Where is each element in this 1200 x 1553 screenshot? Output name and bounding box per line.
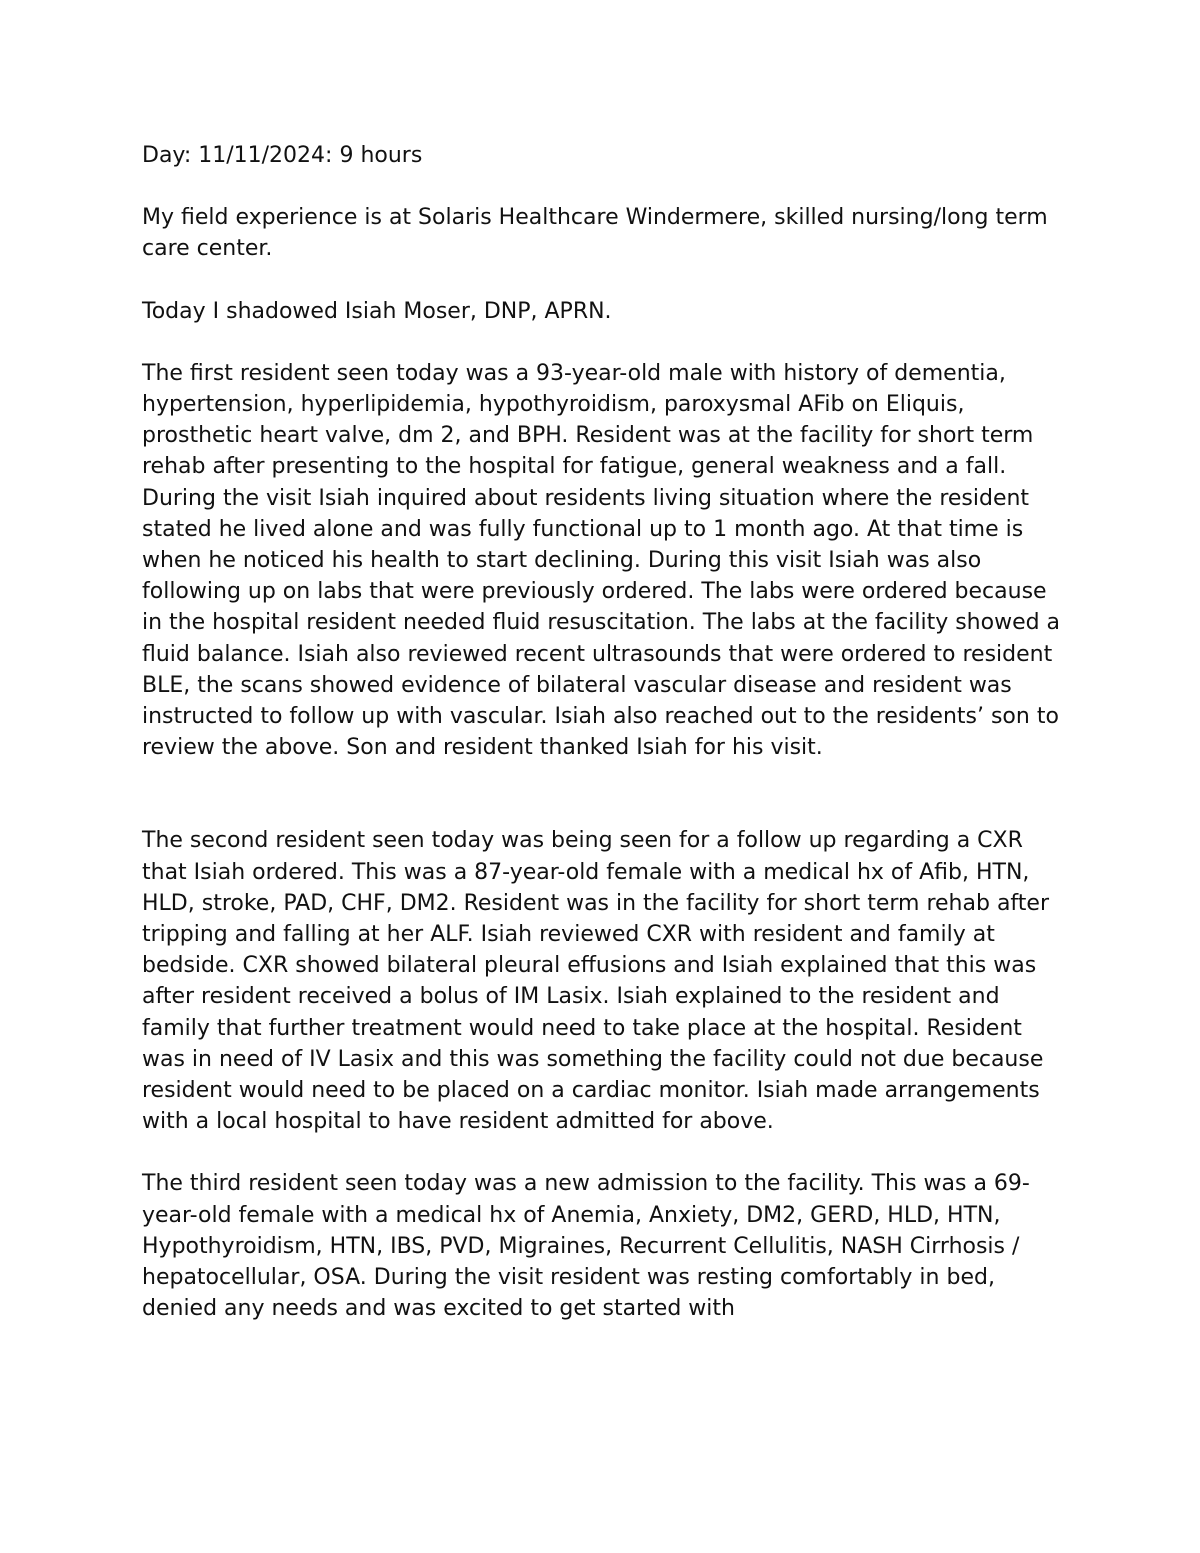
- shadow-paragraph: Today I shadowed Isiah Moser, DNP, APRN.: [142, 298, 612, 324]
- resident-2-paragraph: The second resident seen today was being seen for a follow up regarding a CXR that Isiah ordered. This was a 87-year-old female with a medical hx of Afib, HTN, HLD, stroke, PAD, CHF, DM2. Resident was in the facility for short term rehab after tripping and falling at her ALF. Isiah reviewed CXR with resident and family at bedside. CXR showed bilateral pleural effusions and Isiah explained that this was after resident received a bolus of IM Lasix. Isiah explained to the resident and family that further treatment would need to take place at the hospital. Resident was in need of IV Lasix and this was something the facility could not due because resident would need to be placed on a cardiac monitor. Isiah made arrangements with a local hospital to have resident admitted for above.: [142, 828, 1049, 1135]
- resident-1-paragraph: The first resident seen today was a 93-year-old male with history of dementia, hypertension, hyperlipidemia, hypothyroidism, paroxysmal AFib on Eliquis, prosthetic heart valve, dm 2, and BPH. Resident was at the facility for short term rehab after presenting to the hospital for fatigue, general weakness and a fall. During the visit Isiah inquired about residents living situation where the resident stated he lived alone and was fully functional up to 1 month ago. At that time is when he noticed his health to start declining. During this visit Isiah was also following up on labs that were previously ordered. The labs were ordered because in the hospital resident needed fluid resuscitation. The labs at the facility showed a fluid balance. Isiah also reviewed recent ultrasounds that were ordered to resident BLE, the scans showed evidence of bilateral vascular disease and resident was instructed to follow up with vascular. Isiah also reached out to the residents’ son to review the above. Son and resident thanked Isiah for his visit.: [142, 360, 1061, 761]
- resident-3-paragraph: The third resident seen today was a new admission to the facility. This was a 69-year-old female with a medical hx of Anemia, Anxiety, DM2, GERD, HLD, HTN, Hypothyroidism, HTN, IBS, PVD, Migraines, Recurrent Cellulitis, NASH Cirrhosis / hepatocellular, OSA. During the visit resident was resting comfortably in bed, denied any needs and was excited to get started with: [142, 1171, 1030, 1322]
- intro-paragraph: My field experience is at Solaris Healthcare Windermere, skilled nursing/long term care center.: [142, 205, 1048, 262]
- document-page: [142, 140, 1067, 1356]
- day-line: Day: 11/11/2024: 9 hours: [142, 143, 423, 168]
